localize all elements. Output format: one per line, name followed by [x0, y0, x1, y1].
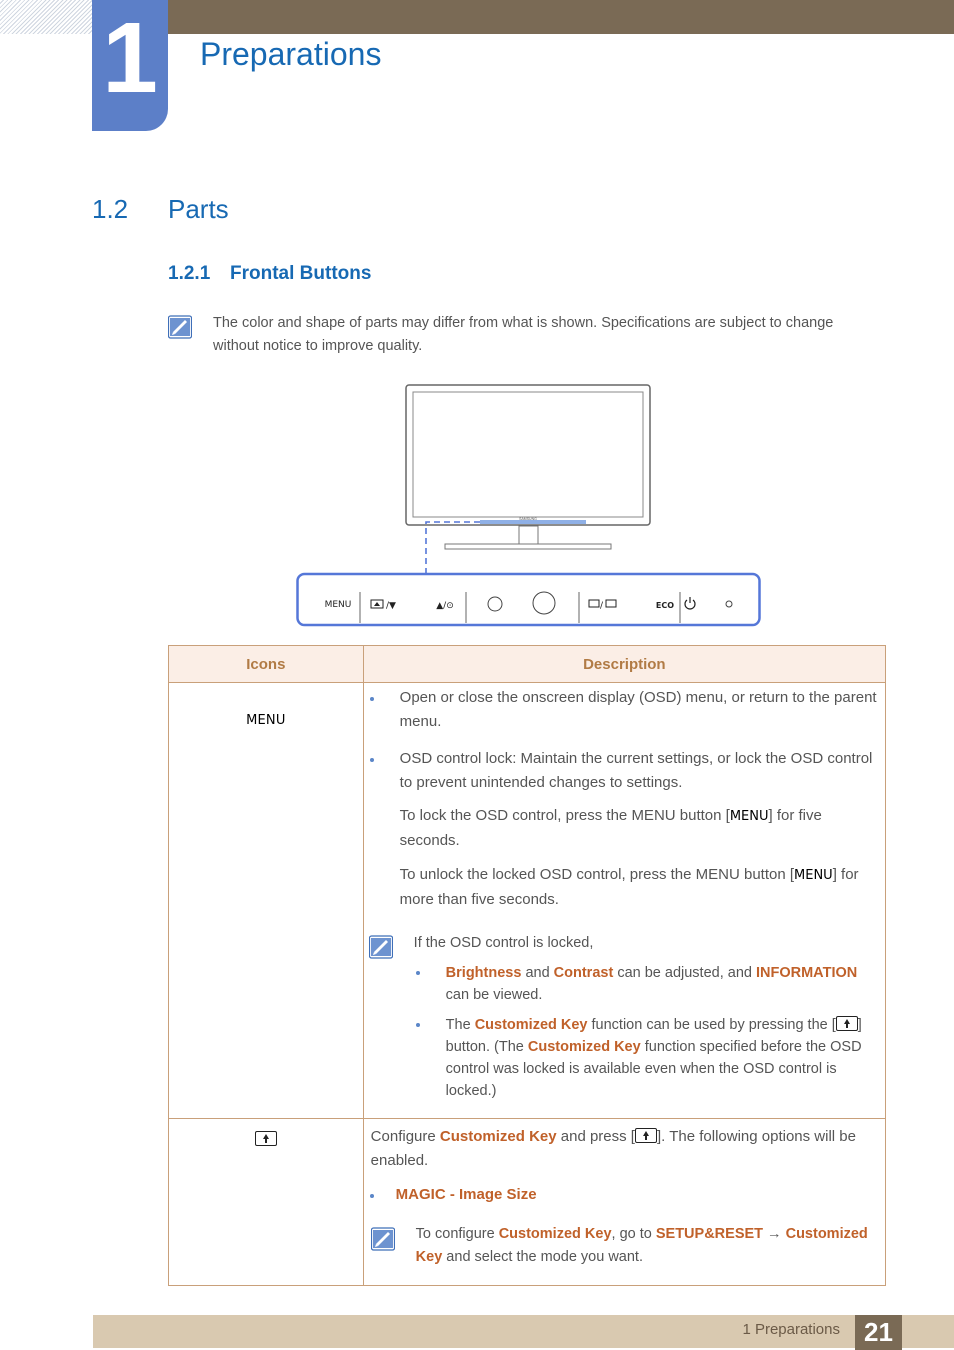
customized-key-icon: [635, 1128, 657, 1143]
list-item: MAGIC - Image Size: [364, 1183, 877, 1207]
header-description: Description: [363, 646, 885, 683]
footer-chapter: 1 Preparations: [742, 1321, 840, 1338]
subsection-title: Frontal Buttons: [230, 263, 372, 284]
note-top-text: The color and shape of parts may differ from what is shown. Specifications are subject to change without notice to improve quality.: [213, 315, 834, 354]
icons-table: [168, 645, 886, 1286]
header-hatch: [0, 0, 92, 34]
menu-icon-label: MENU: [246, 713, 286, 728]
subsection-number: 1.2.1: [168, 263, 211, 284]
note-icon: [168, 315, 192, 339]
customized-key-icon: [836, 1016, 858, 1031]
svg-text:/: /: [600, 601, 604, 611]
note-icon: [371, 1227, 395, 1251]
list-item: Brightness and Contrast can be adjusted, and INFORMATION can be viewed.: [414, 962, 877, 1006]
panel-up-source-label: ▲/⊙: [436, 601, 454, 611]
section-number: 1.2: [92, 194, 129, 224]
table-row: [169, 683, 886, 1119]
table-row: [169, 1119, 886, 1286]
chapter-number: 1: [102, 2, 158, 114]
list-item: Open or close the onscreen display (OSD) menu, or return to the parent menu.: [364, 686, 877, 734]
list-item: OSD control lock: Maintain the current settings, or lock the OSD control to prevent unintended changes to settings.: [364, 747, 877, 795]
note-intro: If the OSD control is locked,: [413, 935, 594, 951]
monitor-brand: SAMSUNG: [519, 517, 537, 521]
unlock-instruction: To unlock the locked OSD control, press the MENU button [MENU] for more than five seconds.: [399, 866, 859, 908]
note-icon: [369, 935, 393, 959]
page-number: 21: [855, 1315, 902, 1350]
svg-text:/▼: /▼: [386, 601, 396, 611]
header-bar: [168, 0, 954, 34]
panel-eco-label: ECO: [655, 601, 675, 610]
lock-instruction: To lock the OSD control, press the MENU button [MENU] for five seconds.: [399, 807, 822, 849]
customized-key-icon: [255, 1131, 277, 1146]
lock-note: [364, 932, 877, 1102]
panel-menu-label: MENU: [324, 600, 352, 610]
list-item: The Customized Key function can be used by pressing the [ ] button. (The Customized Key function specified before the OSD control was locked is available even when the OSD control is locked.): [414, 1014, 877, 1102]
section-title: Parts: [168, 194, 229, 224]
monitor-illustration: [296, 383, 762, 629]
header-icons: Icons: [169, 646, 364, 683]
customized-key-description: Configure Customized Key and press [ ]. The following options will be enabled.: [370, 1128, 856, 1169]
customized-key-note: To configure Customized Key, go to SETUP&RESET → Customized Key and select the mode you want.: [371, 1223, 877, 1269]
chapter-title: Preparations: [200, 36, 382, 72]
